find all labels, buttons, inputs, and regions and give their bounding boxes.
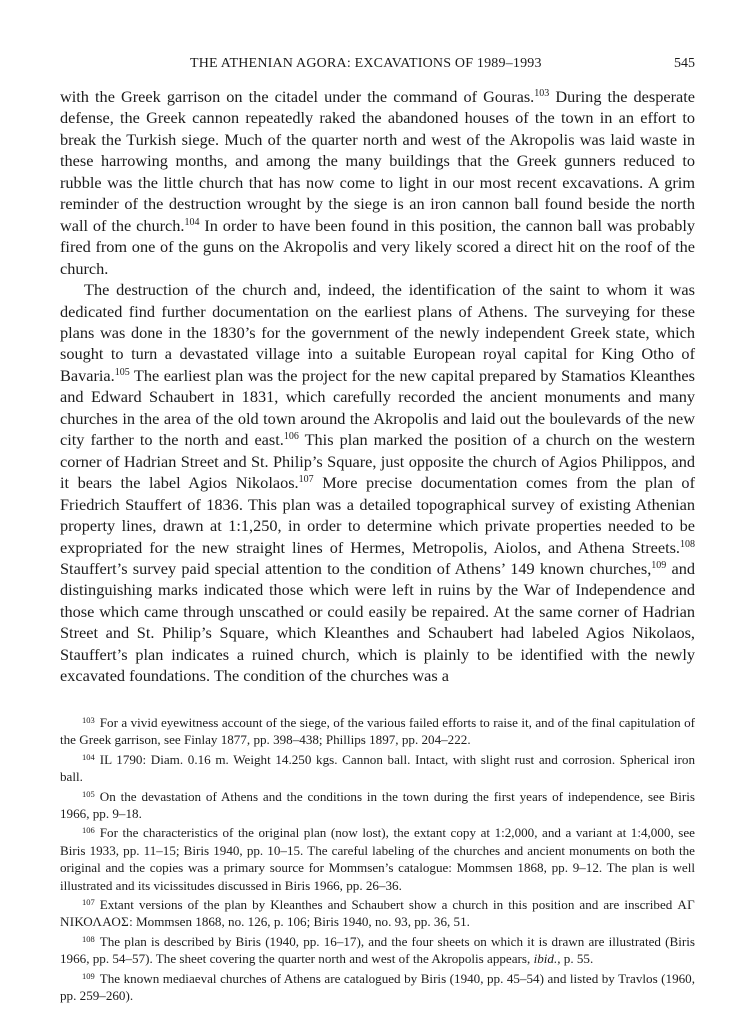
footnote-ref-103[interactable]: 103	[534, 88, 550, 99]
footnote-text: : Mommsen 1868, no. 126, p. 106; Biris 1940, no. 93, pp. 36, 51.	[129, 914, 470, 930]
text-run: This plan marked the position of a church on the western corner of Hadrian Street and St. Philip’s Square, just opposite the church of Agios Philippos, and it bears the label Agios Nikolaos.	[60, 430, 696, 493]
footnote-text: The known mediaeval churches of Athens are catalogued by Biris (1940, pp. 45–54) and listed by Travlos (1960, pp. 259–260).	[60, 970, 695, 1004]
text-run: and distinguishing marks indicated those which were left in ruins by the War of Independence and those which came through unscathed or could easily be repaired. At the same corner of Hadrian Street and St. Philip’s Square, which Kleanthes and Schaubert had labeled Agios Nikolaos, Stauffert’s plan indicates a ruined church, which is plainly to be identified with the newly excavated foundations. The condition of the churches was a	[60, 558, 695, 686]
footnote-ref-105[interactable]: 105	[114, 366, 130, 378]
footnote-text: IL 1790: Diam. 0.16 m. Weight 14.250 kgs. Cannon ball. Intact, with slight rust and corrosion. Spherical iron ball.	[60, 751, 695, 785]
footnote-text: , p. 55.	[557, 951, 594, 967]
footnote-text: For the characteristics of the original plan (now lost), the extant copy at 1:2,000, and a variant at 1:4,000, see Biris 1933, pp. 11–15; Biris 1940, pp. 10–15. The careful labeling of the churches and ancient monuments on both the original and the copies was a primary source for Mommsen’s catalogue: Mommsen 1868, pp. 9–12. The plan is well illustrated and its vicissitudes discussed in Biris 1966, pp. 26–36.	[60, 825, 695, 893]
footnote-ref-109[interactable]: 109	[651, 559, 667, 571]
text-run: During the desperate defense, the Greek cannon repeatedly raked the abandoned houses of the town in an effort to break the Turkish siege. Much of the quarter north and west of the Akropolis was laid waste in these harrowing months, and among the many buildings that the Greek gunners reduced to rubble was the little church that has now come to light in our most recent excavations. A grim reminder of the destruction wrought by the siege is an iron cannon ball found beside the north wall of the church.	[60, 87, 695, 235]
page-number: 545	[674, 56, 695, 71]
text-run: In order to have been found in this position, the cannon ball was probably fired from one of the guns on the Akropolis and very likely scored a direct hit on the roof of the church.	[60, 215, 695, 278]
footnote-number: 106	[82, 825, 95, 836]
footnote-number: 104	[82, 751, 95, 762]
footnote-text: On the devastation of Athens and the conditions in the town during the first years of independence, see Biris 1966, pp. 9–18.	[60, 788, 695, 822]
text-run: with the Greek garrison on the citadel under the command of Gouras.	[60, 87, 535, 106]
running-title: THE ATHENIAN AGORA: EXCAVATIONS OF 1989–1993	[190, 56, 542, 71]
text-run: More precise documentation comes from the plan of Friedrich Stauffert of 1836. This plan was a detailed topographical survey of existing Athenian property lines, drawn at 1:1,250, in order to determine which private properties needed to be expropriated for the new straight lines of Hermes, Metropolis, Aiolos, and Athena Streets.	[60, 473, 695, 557]
footnote-108	[60, 933, 695, 968]
footnote-105	[60, 788, 695, 823]
footnote-ref-106[interactable]: 106	[283, 431, 299, 443]
footnote-number: 103	[82, 715, 95, 725]
footnotes	[60, 714, 695, 1007]
ibid-italic: ibid.	[533, 951, 558, 967]
paragraph-2	[60, 279, 695, 687]
text-run: Stauffert’s survey paid special attention to the condition of Athens’ 149 known churches,	[60, 558, 652, 578]
footnote-text: For a vivid eyewitness account of the siege, of the various failed efforts to raise it, and of the final capitulation of the Greek garrison, see Finlay 1877, pp. 398–438; Phillips 1897, pp. 204–222.	[60, 715, 695, 748]
footnote-103	[60, 714, 695, 749]
footnote-text: Extant versions of the plan by Kleanthes and Schaubert show a church in this position and are inscribed	[99, 897, 673, 913]
footnote-text: The plan is described by Biris (1940, pp. 16–17), and the four sheets on which it is drawn are illustrated (Biris 1966, pp. 54–57). The sheet covering the quarter north and west of the Akropolis appears,	[60, 933, 695, 967]
footnote-109	[60, 970, 695, 1005]
running-header	[60, 56, 695, 78]
footnote-number: 108	[82, 933, 95, 944]
text-run: The destruction of the church and, indeed, the identification of the saint to whom it was dedicated find further documentation on the earliest plans of Athens. The surveying for these plans was done in the 1830’s for the government of the newly independent Greek state, which sought to turn a devastated village into a suitable European royal capital for King Otho of Bavaria.	[60, 280, 695, 385]
footnote-ref-104[interactable]: 104	[184, 216, 200, 228]
text-run: The earliest plan was the project for the new capital prepared by Stamatios Kleanthes and Edward Schaubert in 1831, which carefully recorded the ancient monuments and many churches in the area of the old town around the Akropolis and laid out the boulevards of the new city farther to the north and east.	[60, 365, 695, 450]
paragraph-1	[60, 86, 695, 279]
footnote-number: 105	[82, 788, 95, 799]
greek-inscription: ΑΓ ΝΙΚΟΛΑΟΣ	[60, 897, 695, 930]
footnote-104	[60, 751, 695, 786]
main-text	[60, 86, 695, 687]
footnote-ref-107[interactable]: 107	[298, 474, 314, 486]
footnote-number: 107	[82, 897, 95, 908]
footnote-107	[60, 896, 695, 931]
footnote-106	[60, 824, 695, 894]
footnote-ref-108[interactable]: 108	[680, 538, 695, 550]
footnote-number: 109	[82, 970, 95, 981]
